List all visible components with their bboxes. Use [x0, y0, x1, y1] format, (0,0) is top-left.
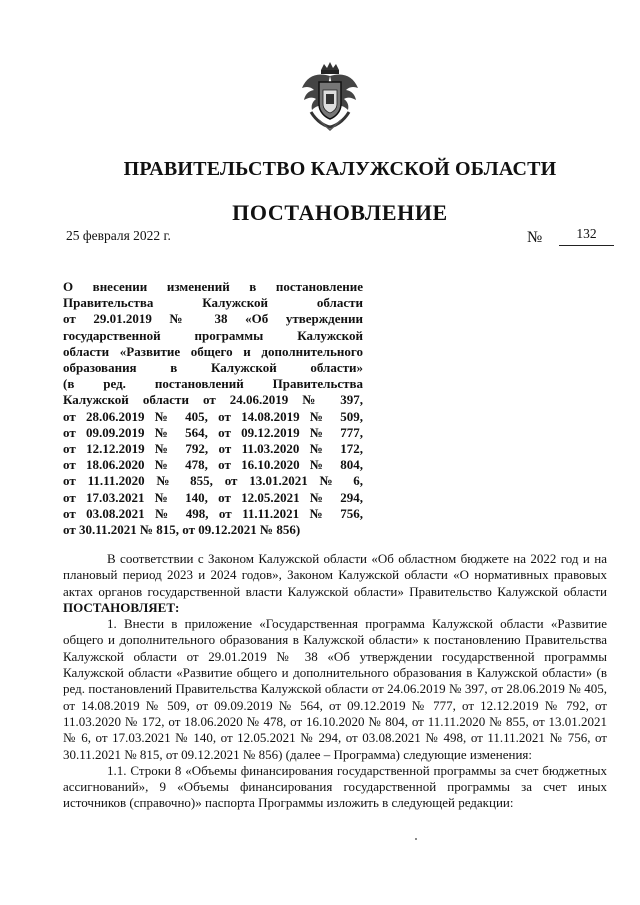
subject-line: образования в Калужской области»: [63, 360, 363, 376]
document-body: [63, 551, 607, 812]
subject-line: Правительства Калужской области: [63, 295, 363, 311]
subject-line: государственной программы Калужской: [63, 327, 363, 343]
subject-line: (в ред. постановлений Правительства: [63, 376, 363, 392]
document-date: 25 февраля 2022 г.: [66, 228, 171, 243]
subject-line: от 18.06.2020 № 478, от 16.10.2020 № 804,: [63, 457, 363, 473]
decree-word: ПОСТАНОВЛЯЕТ:: [63, 599, 180, 615]
document-type-title: ПОСТАНОВЛЕНИЕ: [232, 200, 448, 225]
preamble-text: В соответствии с Законом Калужской области «Об областном бюджете на 2022 год и на плановый период 2023 и 2024 годов», Законом Калужской области «О нормативных правовых актах органов государственной власти Калужской области» Правительство Калужской области: [63, 551, 607, 599]
item-1-paragraph: 1. Внести в приложение «Государственная программа Калужской области «Развитие общего и дополнительного образования в Калужской области» к постановлению Правительства Калужской области от 29.01.2019 № 38 «Об утверждении государственной программы Калужской области «Развитие общего и дополнительного образования в Калужской области» (в ред. постановлений Правительства Калужской области от 24.06.2019 № 397, от 28.06.2019 № 405, от 14.08.2019 № 509, от 09.09.2019 № 564, от 09.12.2019 № 777, от 12.12.2019 № 792, от 11.03.2020 № 172, от 18.06.2020 № 478, от 16.10.2020 № 804, от 11.11.2020 № 855, от 13.01.2021 № 6, от 17.03.2021 № 140, от 12.05.2021 № 294, от 03.08.2021 № 498, от 11.11.2021 № 756, от 30.11.2021 № 815, от 09.12.2021 № 856) (далее – Программа) следующие изменения:: [63, 616, 607, 762]
subject-line: от 12.12.2019 № 792, от 11.03.2020 № 172,: [63, 441, 363, 457]
document-subject: [63, 279, 363, 538]
subject-line: от 09.09.2019 № 564, от 09.12.2019 № 777,: [63, 424, 363, 440]
item-1-1-paragraph: 1.1. Строки 8 «Объемы финансирования государственной программы за счет бюджетных ассигнований», 9 «Объемы финансирования государственной программы за счет иных источников (справочно)» паспорта Программы изложить в следующей редакции:: [63, 762, 607, 811]
subject-line: от 03.08.2021 № 498, от 11.11.2021 № 756,: [63, 505, 363, 521]
subject-line: от 30.11.2021 № 815, от 09.12.2021 № 856): [63, 522, 301, 538]
scan-speck: [415, 838, 417, 840]
subject-line: от 28.06.2019 № 405, от 14.08.2019 № 509,: [63, 408, 363, 424]
subject-line: от 17.03.2021 № 140, от 12.05.2021 № 294,: [63, 489, 363, 505]
subject-line: от 11.11.2020 № 855, от 13.01.2021 № 6,: [63, 473, 363, 489]
subject-line: области «Развитие общего и дополнительного: [63, 343, 363, 359]
coat-of-arms-emblem: [299, 60, 361, 132]
government-title: ПРАВИТЕЛЬСТВО КАЛУЖСКОЙ ОБЛАСТИ: [123, 158, 557, 180]
document-number: [527, 226, 614, 259]
number-value: 132: [559, 226, 614, 246]
subject-line: от 29.01.2019 № 38 «Об утверждении: [63, 311, 363, 327]
preamble-paragraph: [63, 551, 607, 616]
number-sign: №: [527, 229, 543, 246]
subject-line: О внесении изменений в постановление: [63, 279, 363, 294]
subject-line: Калужской области от 24.06.2019 № 397,: [63, 392, 363, 408]
